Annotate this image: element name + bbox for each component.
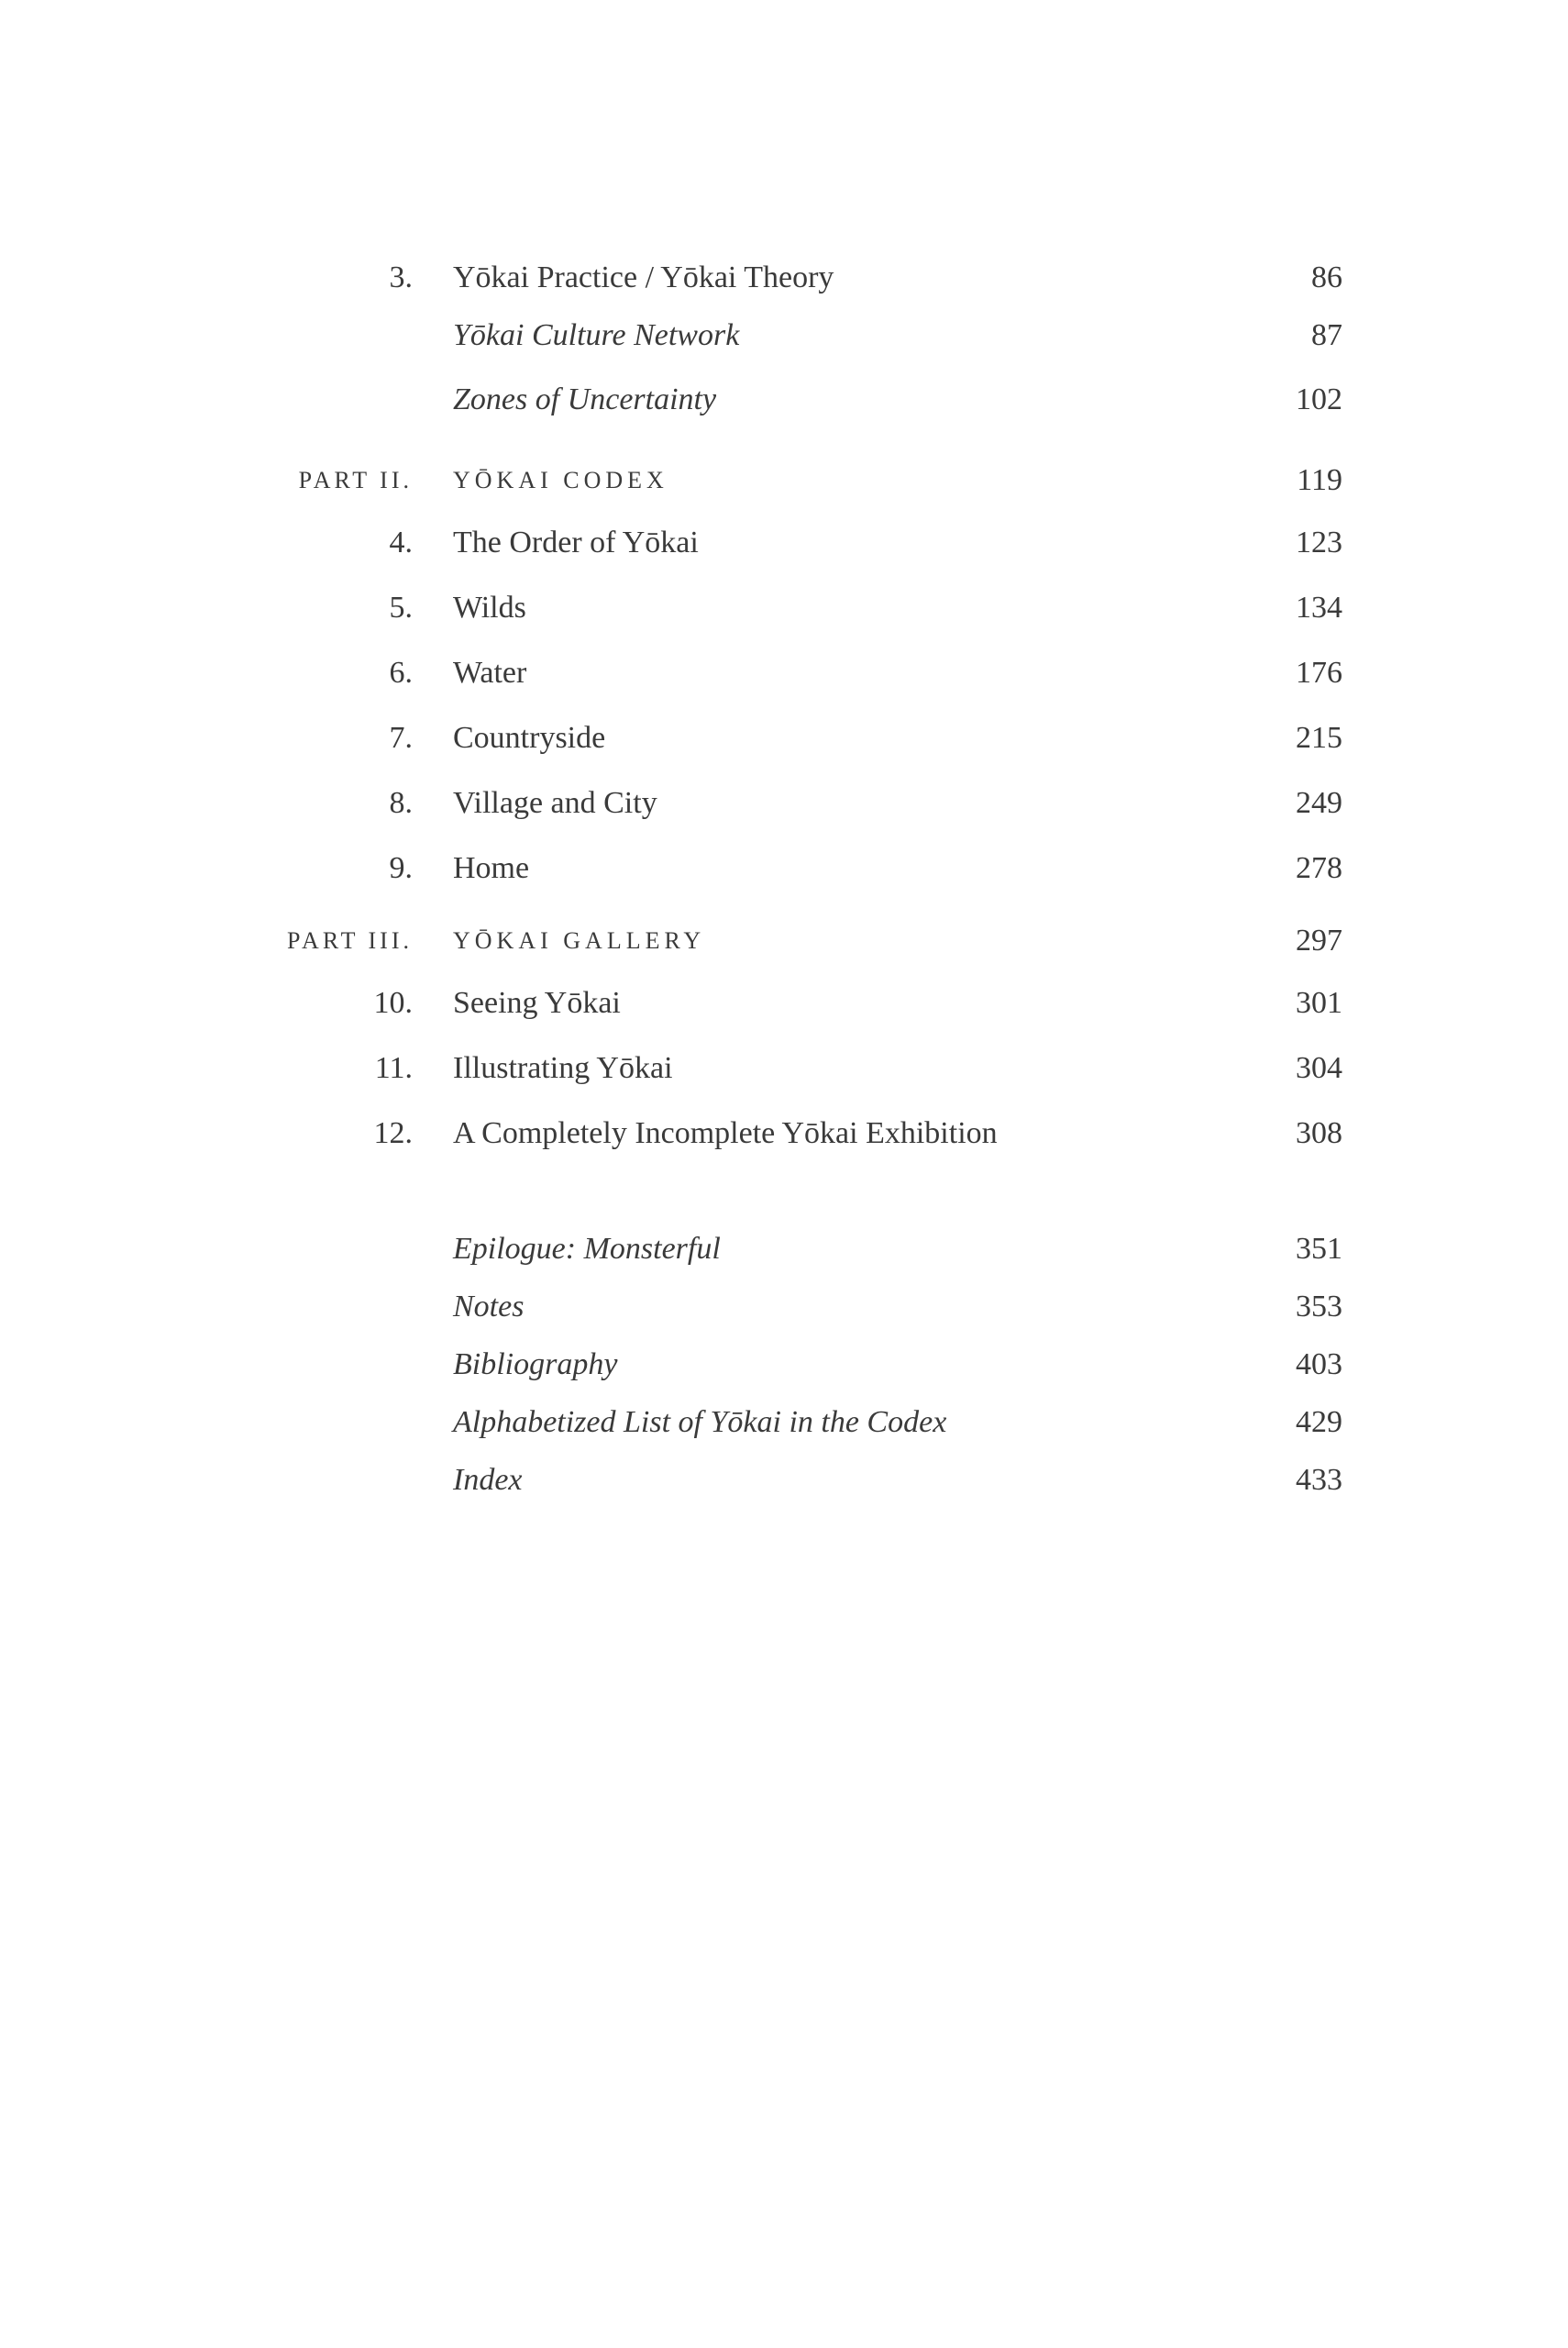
toc-entry — [0, 372, 1568, 427]
entry-page: 304 — [1296, 1051, 1342, 1085]
entry-title: Yōkai Practice / Yōkai Theory — [453, 260, 834, 294]
toc-entry — [0, 1279, 1568, 1335]
entry-title: A Completely Incomplete Yōkai Exhibition — [453, 1116, 998, 1150]
entry-title: Wilds — [453, 591, 526, 625]
part-title: YŌKAI GALLERY — [453, 927, 706, 954]
entry-title: Home — [453, 851, 530, 885]
entry-page: 215 — [1296, 721, 1342, 755]
entry-title: Notes — [453, 1290, 525, 1324]
entry-title: Alphabetized List of Yōkai in the Codex — [453, 1405, 947, 1439]
entry-number: 11. — [374, 1051, 413, 1085]
entry-title: Epilogue: Monsterful — [453, 1232, 721, 1266]
entry-number: 10. — [373, 986, 413, 1020]
entry-number: 9. — [389, 851, 413, 885]
toc-entry — [0, 841, 1568, 896]
toc-entry — [0, 515, 1568, 570]
entry-title: Countryside — [453, 721, 606, 755]
entry-number: 6. — [389, 656, 413, 690]
entry-page: 102 — [1296, 382, 1342, 416]
entry-title: Illustrating Yōkai — [453, 1051, 673, 1085]
entry-number: 8. — [389, 786, 413, 820]
toc-part-heading — [0, 453, 1568, 508]
entry-number: 7. — [389, 721, 413, 755]
part-title: YŌKAI CODEX — [453, 467, 668, 493]
toc-entry — [0, 646, 1568, 701]
toc-entry — [0, 1222, 1568, 1277]
entry-page: 123 — [1296, 526, 1342, 559]
entry-title: Yōkai Culture Network — [453, 318, 740, 352]
entry-number: 5. — [389, 591, 413, 625]
entry-page: 433 — [1296, 1463, 1342, 1497]
entry-number: 3. — [389, 260, 413, 294]
toc-entry — [0, 776, 1568, 831]
entry-page: 87 — [1311, 318, 1342, 352]
entry-page: 278 — [1296, 851, 1342, 885]
entry-title: Seeing Yōkai — [453, 986, 621, 1020]
entry-title: The Order of Yōkai — [453, 526, 699, 559]
entry-number: 4. — [389, 526, 413, 559]
toc-entry — [0, 1106, 1568, 1161]
toc-entry — [0, 976, 1568, 1031]
entry-page: 351 — [1296, 1232, 1342, 1266]
toc-entry — [0, 308, 1568, 363]
toc-entry — [0, 581, 1568, 636]
part-number: PART II. — [298, 467, 413, 493]
toc-entry — [0, 1337, 1568, 1392]
entry-page: 86 — [1311, 260, 1342, 294]
entry-page: 134 — [1296, 591, 1342, 625]
toc-entry — [0, 250, 1568, 305]
entry-title: Zones of Uncertainty — [453, 382, 717, 416]
entry-page: 403 — [1296, 1347, 1342, 1381]
entry-page: 353 — [1296, 1290, 1342, 1324]
entry-page: 297 — [1296, 924, 1342, 958]
entry-page: 308 — [1296, 1116, 1342, 1150]
entry-page: 119 — [1297, 463, 1342, 497]
entry-page: 301 — [1296, 986, 1342, 1020]
entry-title: Village and City — [453, 786, 657, 820]
entry-number: 12. — [373, 1116, 413, 1150]
part-number: PART III. — [286, 927, 413, 954]
toc-entry — [0, 1453, 1568, 1508]
toc-entry — [0, 711, 1568, 766]
entry-title: Index — [453, 1463, 523, 1497]
entry-title: Bibliography — [453, 1347, 618, 1381]
toc-entry — [0, 1041, 1568, 1096]
entry-page: 249 — [1296, 786, 1342, 820]
entry-page: 176 — [1296, 656, 1342, 690]
toc-entry — [0, 1395, 1568, 1450]
entry-page: 429 — [1296, 1405, 1342, 1439]
entry-title: Water — [453, 656, 527, 690]
toc-part-heading — [0, 914, 1568, 969]
